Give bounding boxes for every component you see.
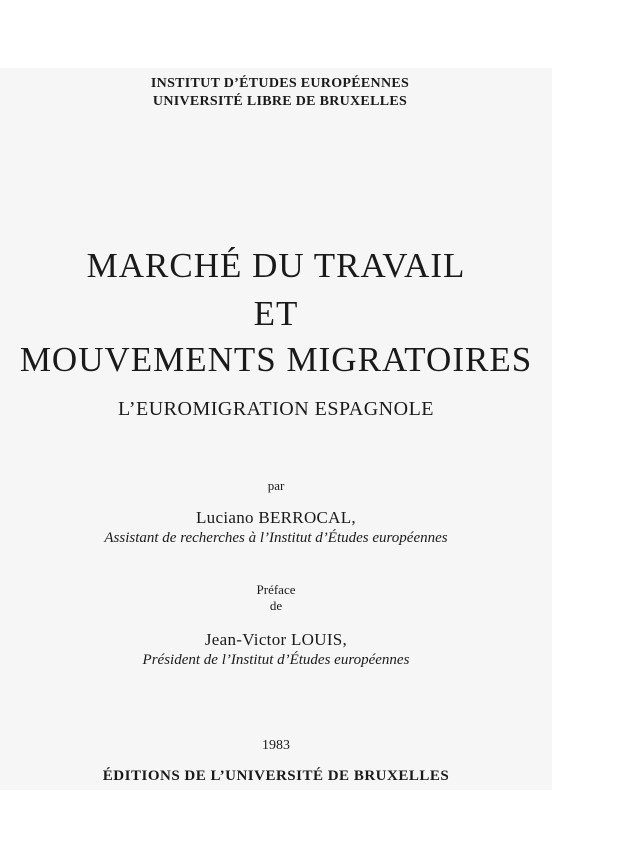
preface-of-label: de: [269, 598, 283, 613]
institute-name: INSTITUT D’ÉTUDES EUROPÉENNES: [150, 76, 410, 91]
publisher-name: ÉDITIONS DE L’UNIVERSITÉ DE BRUXELLES: [102, 768, 450, 784]
preface-author-name: Jean-Victor LOUIS,: [204, 630, 348, 649]
university-name: UNIVERSITÉ LIBRE DE BRUXELLES: [152, 94, 408, 109]
by-label: par: [267, 478, 285, 493]
title-line-1: MARCHÉ DU TRAVAIL: [86, 246, 466, 285]
title-line-2: ET: [253, 294, 299, 333]
publication-year: 1983: [262, 738, 290, 753]
preface-label: Préface: [256, 582, 296, 597]
author-role: Assistant de recherches à l’Institut d’Études européennes: [104, 530, 448, 546]
subtitle: L’EUROMIGRATION ESPAGNOLE: [117, 398, 435, 420]
title-line-3: MOUVEMENTS MIGRATOIRES: [19, 340, 533, 379]
scanned-page: [0, 68, 552, 790]
preface-author-role: Président de l’Institut d’Études européennes: [142, 652, 410, 668]
author-name: Luciano BERROCAL,: [196, 508, 356, 527]
